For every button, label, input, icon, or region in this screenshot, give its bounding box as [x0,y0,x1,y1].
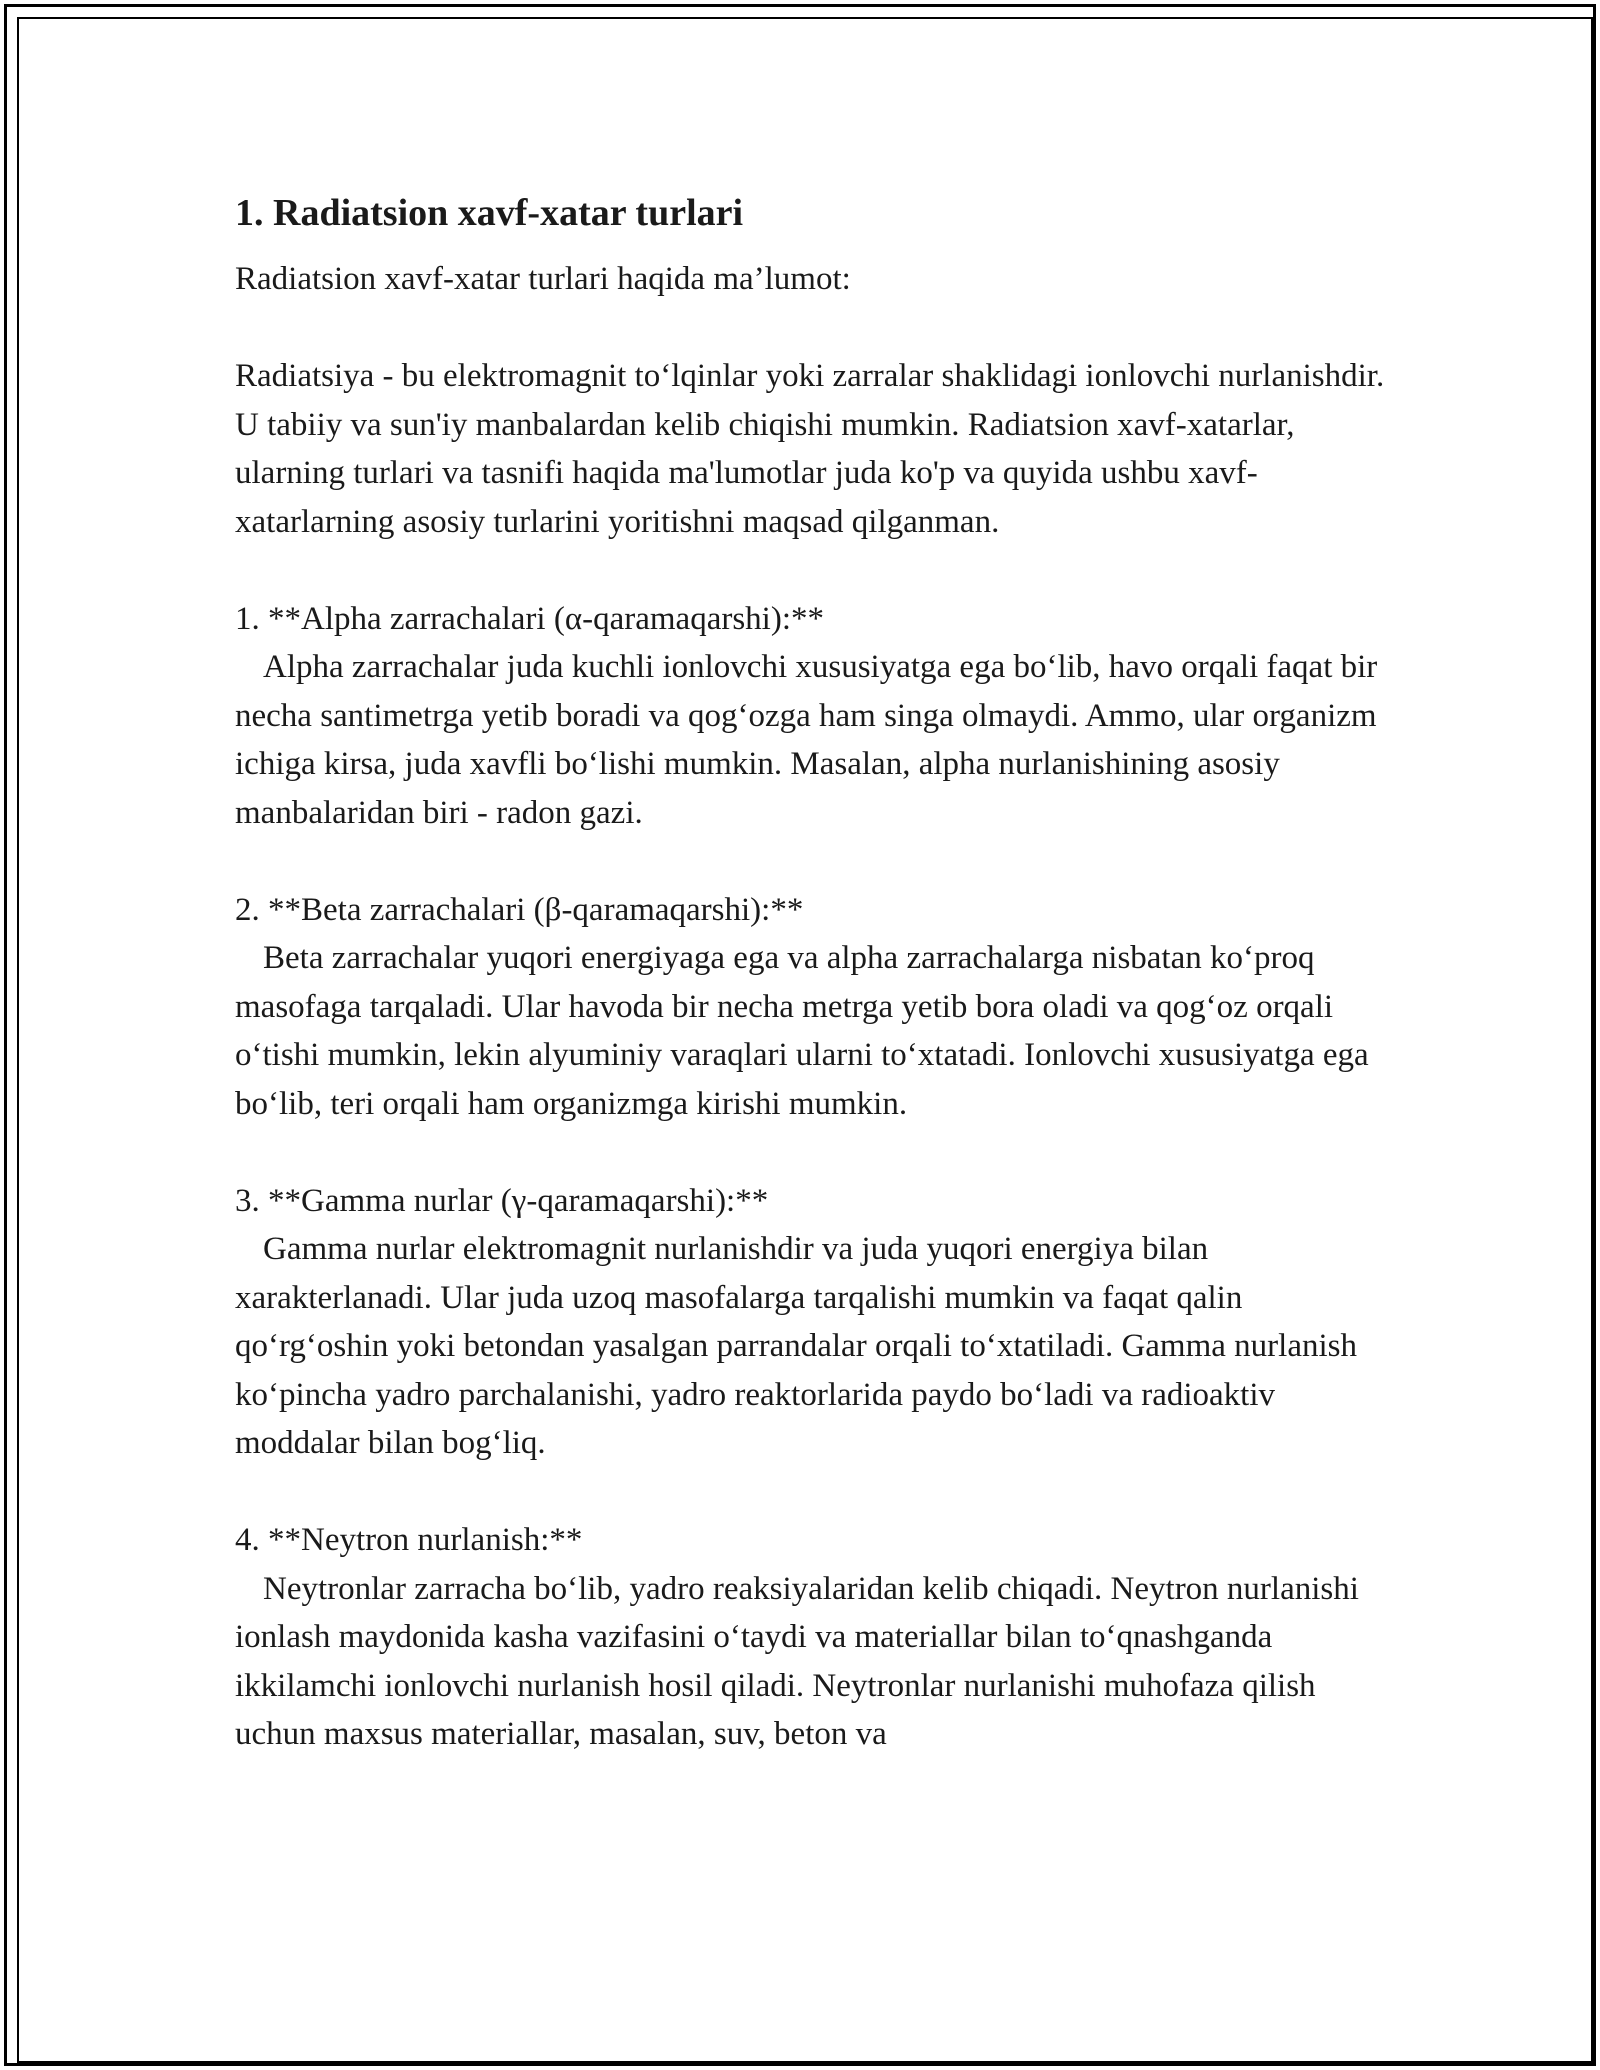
list-item-body: Neytronlar zarracha bo‘lib, yadro reaksiyalaridan kelib chiqadi. Neytron nurlanishi ionlash maydonida kasha vazifasini o‘taydi va materiallar bilan to‘qnashganda ikkilamchi ionlovchi nurlanish hosil qiladi. Neytronlar nurlanishi muhofaza qilish uchun maxsus materiallar, masalan, suv, beton va [235,1570,1359,1752]
list-item-heading: 4. **Neytron nurlanish:** [235,1522,583,1558]
list-item-alpha [235,595,1385,838]
list-item-beta [235,886,1385,1129]
list-item-neutron [235,1516,1385,1759]
list-item-gamma [235,1177,1385,1468]
list-item-heading: 3. **Gamma nurlar (γ-qaramaqarshi):** [235,1182,769,1219]
list-item-body: Beta zarrachalar yuqori energiyaga ega va alpha zarrachalarga nisbatan ko‘proq masofaga tarqaladi. Ular havoda bir necha metrga yetib bora oladi va qog‘oz orqali o‘tishi mumkin, lekin alyuminiy varaqlari ularni to‘xtatadi. Ionlovchi xususiyatga ega bo‘lib, teri orqali ham organizmga kirishi mumkin. [235,940,1369,1122]
list-item-heading: 1. **Alpha zarrachalari (α-qaramaqarshi):** [235,600,825,637]
list-item-body: Gamma nurlar elektromagnit nurlanishdir va juda yuqori energiya bilan xarakterlanadi. Ular juda uzoq masofalarga tarqalishi mumkin va faqat qalin qo‘rg‘oshin yoki betondan yasalgan parrandalar orqali to‘xtatiladi. Gamma nurlanish ko‘pincha yadro parchalanishi, yadro reaktorlarida paydo bo‘ladi va radioaktiv moddalar bilan bog‘liq. [235,1231,1357,1461]
list-item-body: Alpha zarrachalar juda kuchli ionlovchi xususiyatga ega bo‘lib, havo orqali faqat bir necha santimetrga yetib boradi va qog‘ozga ham singa olmaydi. Ammo, ular organizm ichiga kirsa, juda xavfli bo‘lishi mumkin. Masalan, alpha nurlanishining asosiy manbalaridan biri - radon gazi. [235,649,1378,831]
intro-text: Radiatsion xavf-xatar turlari haqida ma’lumot: [235,261,851,297]
definition-paragraph: Radiatsiya - bu elektromagnit to‘lqinlar yoki zarralar shaklidagi ionlovchi nurlanishdir. U tabiiy va sun'iy manbalardan kelib chiqishi mumkin. Radiatsion xavf-xatarlar, ularning turlari va tasnifi haqida ma'lumotlar juda ko'p va quyida ushbu xavf-xatarlarning asosiy turlarini yoritishni maqsad qilganman. [235,358,1385,540]
list-item-heading: 2. **Beta zarrachalari (β-qaramaqarshi):** [235,891,804,928]
document-body [235,185,1385,1807]
page-title: 1. Radiatsion xavf-xatar turlari [235,192,744,234]
